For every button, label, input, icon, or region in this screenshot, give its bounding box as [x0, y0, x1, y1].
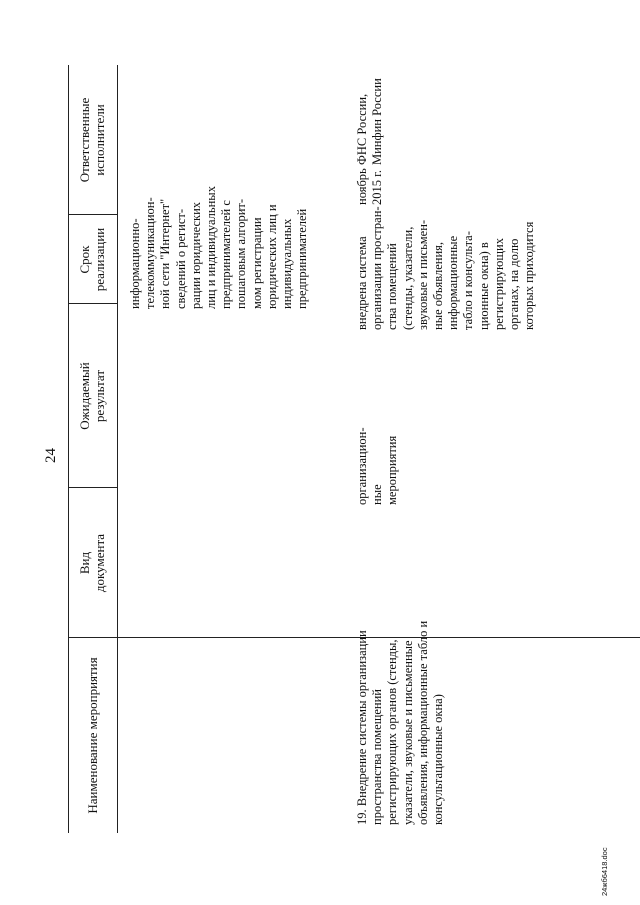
header-term: Срок реализации — [77, 227, 107, 292]
column-divider-name — [68, 637, 640, 638]
continued-result-cell: информационно- телекоммуникацион- ной сети "Интернет" сведений о регист- рации юридических лиц и индивидуальных предпринимателей с пошаговым алгорит- мом регистрации юридических лиц и индивидуальных предпринимателей — [128, 186, 310, 309]
table-header-border — [117, 65, 118, 833]
header-doc-type: Вид документа — [77, 533, 107, 593]
table-top-border — [68, 65, 69, 833]
row19-result-cell: внедрена система организации простран- ства помещений (стенды, указатели, звуковые и письмен- ные объявления, информационные табло и консульта- ционные окна) в регистрирующих органах, на долю которых приходится — [355, 206, 537, 330]
row19-name-cell: 19. Внедрение системы организации пространства помещений регистрирующих органов (стенды, указатели, звуковые и письменные объявления, информационные табло и консультационные окна) — [355, 620, 446, 825]
header-executors: Ответственные исполнители — [77, 97, 107, 183]
header-result: Ожидаемый результат — [77, 362, 107, 430]
row19-doc-type-cell: организацион- ные мероприятия — [355, 427, 400, 505]
document-code: 24жб6418.doc — [600, 847, 609, 896]
row19-term-cell: ноябрь 2015 г. — [355, 168, 385, 205]
row19-executors-cell: ФНС России, Минфин России — [355, 78, 385, 165]
page-number: 24 — [43, 448, 59, 463]
header-name: Наименование мероприятия — [85, 657, 100, 814]
